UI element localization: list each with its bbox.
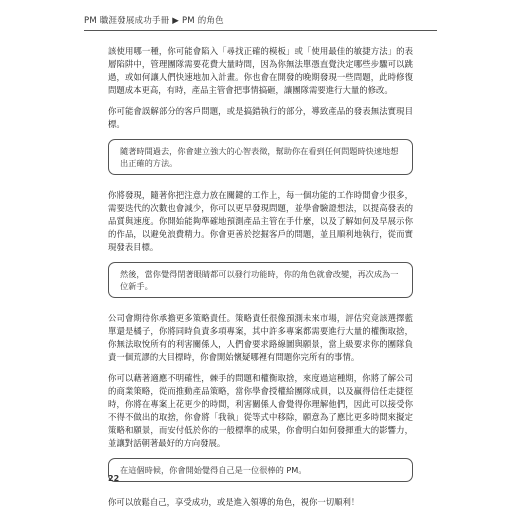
chapter-title: PM 的角色 — [181, 16, 224, 26]
paragraph-3: 你將發現，隨著你把注意力放在關鍵的工作上，每一個功能的工作時間會少很多，需要迭代的次數也會減少，你可以更早發現問題，並學會驗證想法，以提高發表的品質與速度。你開始能夠準確地預測產品主管在手什麼，以及了解如何及早展示你的作品，以避免浪費精力。你會更善於挖掘客戶的問題，並且順利地執行，從而實現發表目標。 — [108, 190, 413, 252]
paragraph-1: 該使用哪一種，你可能會陷入「尋找正確的模板」或「使用最佳的敏捷方法」的表層陷阱中，管理團隊需要花費大量時間，因為你無法單憑直覺決定哪些步驟可以跳過，或如何讓人們快速地加入計畫。你也會在開發的晚期發現一些問題，此時修復問題成本更高，有時，產品主管會把事情搞砸，讓團隊需要進行大量的修改。 — [108, 46, 413, 95]
book-title: PM 職涯發展成功手冊 — [84, 16, 170, 26]
page-body — [108, 45, 413, 517]
header-rule — [84, 30, 437, 31]
callout-2: 然後，當你覺得閉著眼睛都可以發行功能時，你的角色就會改變，再次成為一位新手。 — [108, 262, 413, 298]
paragraph-4: 公司會期待你承擔更多策略責任。策略責任很像預測未來市場，評估究竟該選擇藍單還是橘子，你將同時負責多項專案，其中許多專案都需要進行大量的權衡取捨，你無法取悅所有的利害關係人，人們會要求路線圖與願景，當上級要求你的團隊負責一個荒謬的大目標時，你會開始懷疑哪裡有問題你完所有的事情。 — [108, 313, 413, 362]
running-header — [84, 14, 224, 26]
paragraph-2: 你可能會誤解部分的客戶問題，或是搞錯執行的部分，導致產品的發表無法實現目標。 — [108, 106, 413, 129]
callout-3: 在這個時候，你會開始覺得自己是一位很棒的 PM。 — [108, 458, 413, 482]
page-number: 22 — [108, 474, 120, 483]
paragraph-6: 你可以放鬆自己，享受成功，或是進入領導的角色，視你一切順利！ — [108, 497, 360, 507]
paragraph-5: 你可以藉著適應不明確性，棘手的問題和權衡取捨，來度過這種期，你將了解公司的商業策略，從而推動產品策略，當你學會授權給團隊成員，以及贏得信任走捷徑時，你將在專案上花更少的時間，利害關係人會覺得你理解他們，因此可以接受你不得不做出的取捨，你會將「我執」從等式中移除，願意為了應比更多時間來擬定策略和願景，而安付低於你的一般標準的成果，你會明白如何發揮重大的影響力，並讓對話朝著最好的方向發展。 — [108, 373, 413, 448]
callout-1: 隨著時間過去，你會建立強大的心智表徵，幫助你在看到任何問題時快速地想出正確的方法。 — [108, 139, 413, 175]
arrow-icon: ▶ — [172, 16, 180, 26]
